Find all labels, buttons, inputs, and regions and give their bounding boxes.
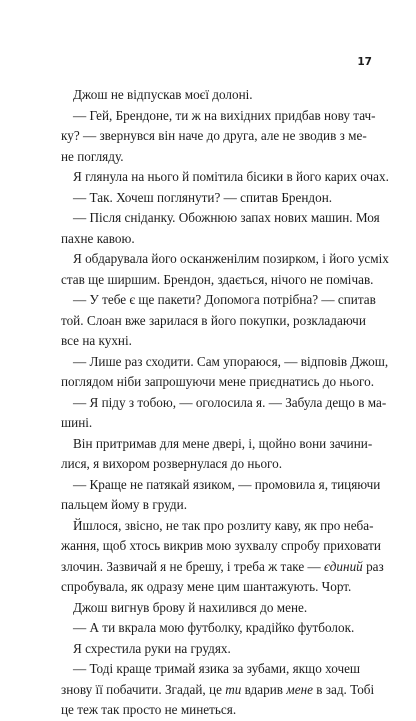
emphasized-word: ти (225, 681, 242, 697)
text-line (61, 126, 367, 147)
text-line (61, 372, 375, 393)
text-line (61, 700, 360, 721)
line-fragment: не погляду. (61, 148, 124, 164)
line-fragment: Я схрестила руки на грудях. (73, 640, 231, 656)
text-line (61, 475, 381, 496)
text-line (61, 598, 360, 619)
line-fragment: — Після сніданку. Обожнюю запах нових машин. Моя (73, 210, 380, 225)
line-fragment: Я глянула на нього й помітила бісики в його карих очах. (73, 169, 389, 184)
line-fragment: шині. (61, 415, 93, 430)
line-fragment: спробувала, як одразу мене цим шантажують. Чорт. (61, 579, 352, 594)
line-fragment: злочин. Зазвичай я не брешу, і треба ж таке — (61, 558, 325, 574)
emphasized-word: єдиний (324, 558, 363, 574)
line-fragment: — А ти вкрала мою футболку, крадійко футболок. (73, 620, 355, 635)
text-line (61, 680, 375, 701)
text-line (61, 557, 384, 578)
text-line (61, 495, 360, 516)
text-line (61, 249, 389, 270)
line-fragment: Він притримав для мене двері, і, щойно вони зачини- (73, 435, 373, 451)
line-fragment: в зад. Тобі (312, 681, 375, 697)
line-fragment: пальцем йому в груди. (61, 497, 187, 512)
line-fragment: знову її побачити. Згадай, це (61, 681, 226, 697)
line-fragment: Я обдарувала його осканженілим позирком, і його усміх (73, 251, 389, 266)
text-line (61, 331, 360, 352)
text-line (61, 659, 360, 680)
line-fragment: — Так. Хочеш поглянути? — спитав Брендон. (73, 189, 333, 205)
line-fragment: пахне кавою. (61, 230, 135, 246)
line-fragment: жання, щоб хтось викрив мою зухвалу спробу приховати (61, 538, 381, 553)
line-fragment: це теж так просто не минеться. (61, 702, 237, 717)
page-text (61, 85, 389, 721)
text-line (61, 434, 373, 455)
line-fragment: Джош не відпускав моєї долоні. (73, 87, 253, 102)
text-line (61, 270, 374, 291)
emphasized-word: мене (286, 681, 313, 697)
text-line (61, 188, 360, 209)
line-fragment: все на кухні. (61, 333, 132, 348)
line-fragment: той. Слоан вже зарилася в його покупки, розкладаючи (61, 312, 366, 328)
line-fragment: — Краще не патякай язиком, — промовила я, тицяючи (73, 476, 381, 492)
line-fragment: поглядом ніби запрошуючи мене приєднатись до нього. (61, 374, 375, 389)
text-line (61, 516, 374, 537)
line-fragment: ку? — звернувся він наче до друга, але не зводив з ме- (61, 128, 367, 143)
text-line (61, 577, 360, 598)
text-line (61, 106, 376, 127)
text-line (61, 290, 376, 311)
text-line (61, 413, 360, 434)
line-fragment: вдарив (241, 681, 287, 697)
line-fragment: — Я піду з тобою, — оголосила я. — Забула дещо в ма- (73, 394, 387, 410)
text-line (61, 147, 360, 168)
text-line (61, 352, 389, 373)
line-fragment: раз (362, 558, 384, 574)
text-line (61, 454, 360, 475)
text-line (61, 618, 360, 639)
line-fragment: лися, я вихором розвернулася до нього. (61, 456, 283, 471)
text-line (61, 229, 360, 250)
text-line (61, 639, 360, 660)
page-number: 17 (357, 56, 372, 68)
line-fragment: — Тоді краще тримай язика за зубами, якщо хочеш (73, 661, 361, 676)
line-fragment: — Лише раз сходити. Сам упораюся, — відповів Джош, (73, 353, 389, 369)
text-line (61, 85, 360, 106)
text-line (61, 311, 366, 332)
line-fragment: Джош вигнув брову й нахилився до мене. (73, 599, 308, 615)
text-line (61, 167, 389, 188)
text-line (61, 393, 387, 414)
line-fragment: став ще ширшим. Брендон, здається, нічого не помічав. (61, 271, 374, 287)
line-fragment: — Гей, Брендоне, ти ж на вихідних придбав нову тач- (73, 107, 376, 123)
text-line (61, 536, 381, 557)
line-fragment: Йшлося, звісно, не так про розлиту каву, як про неба- (73, 517, 374, 533)
line-fragment: — У тебе є ще пакети? Допомога потрібна? — спитав (73, 292, 376, 307)
text-line (61, 208, 380, 229)
